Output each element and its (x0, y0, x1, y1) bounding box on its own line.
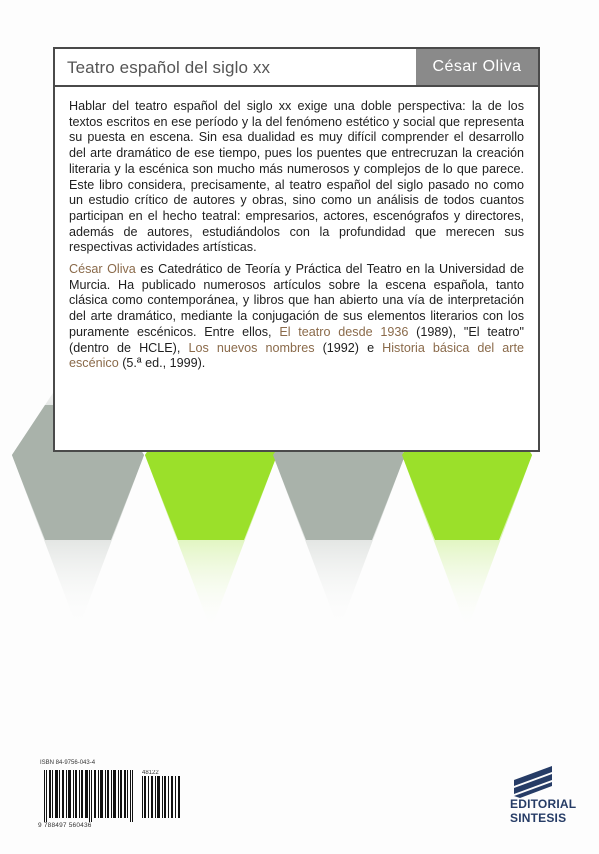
barcode (38, 760, 188, 832)
barcode-digits: 9 788497 560436 (38, 822, 92, 829)
publisher-logo (492, 760, 577, 840)
author-badge: César Oliva (416, 49, 538, 85)
author-name: César Oliva (69, 262, 136, 277)
bio-text-4: (5.ª ed., 1999). (118, 356, 206, 371)
book-title-3: Historia básica del arte escénico (69, 340, 524, 371)
description-paragraph: Hablar del teatro español del siglo xx exige una doble perspectiva: la de los textos escritos en ese período y la del fenómeno estético y social que representa su puesta en escena. Sin esa dualidad es muy difícil comprender el desarrollo del arte dramático de ese tiempo, pues los puentes que entrecruzan la creación literaria y la escénica son mucho más numerosos y complejos de lo que parece. Este libro considera, precisamente, al teatro español del siglo pasado no como un estudio crítico de autores y obras, sino como un análisis de todos cuantos participan en el hecho teatral: empresarios, actores, escenógrafos y directores, además de autores, estudiándolos con la profundidad que merecen sus respectivas actividades artísticas. (69, 99, 524, 255)
book-title: Teatro español del siglo xx (67, 58, 271, 77)
summary-box (53, 47, 540, 452)
bio-text-3: (1992) e (314, 340, 383, 355)
publisher-name-line2: SINTESIS (510, 811, 567, 825)
publisher-name-line1: EDITORIAL (510, 797, 577, 811)
book-title-1: El teatro desde 1936 (279, 324, 409, 339)
isbn-label: ISBN 84-9756-043-4 (40, 760, 96, 766)
bio-paragraph (69, 262, 524, 372)
bio-text-2: (1989), "El teatro" (dentro de HCLE), (69, 324, 524, 355)
publisher-emblem-icon (492, 760, 572, 800)
bio-text-1: es Catedrático de Teoría y Práctica del Teatro en la Universidad de Murcia. Ha publicado numerosos artículos sobre la escena española, tanto clásica como contemporánea, y libros que han abierto una vía de interpretación del arte dramático, mediante la conjugación de sus elementos literarios con los puramente escénicos. Entre ellos, (69, 262, 524, 339)
summary-header (55, 49, 538, 87)
book-title-2: Los nuevos nombres (188, 340, 315, 355)
summary-text (69, 99, 524, 378)
barcode-bars (38, 770, 188, 822)
barcode-addon: 48122 (142, 770, 159, 776)
